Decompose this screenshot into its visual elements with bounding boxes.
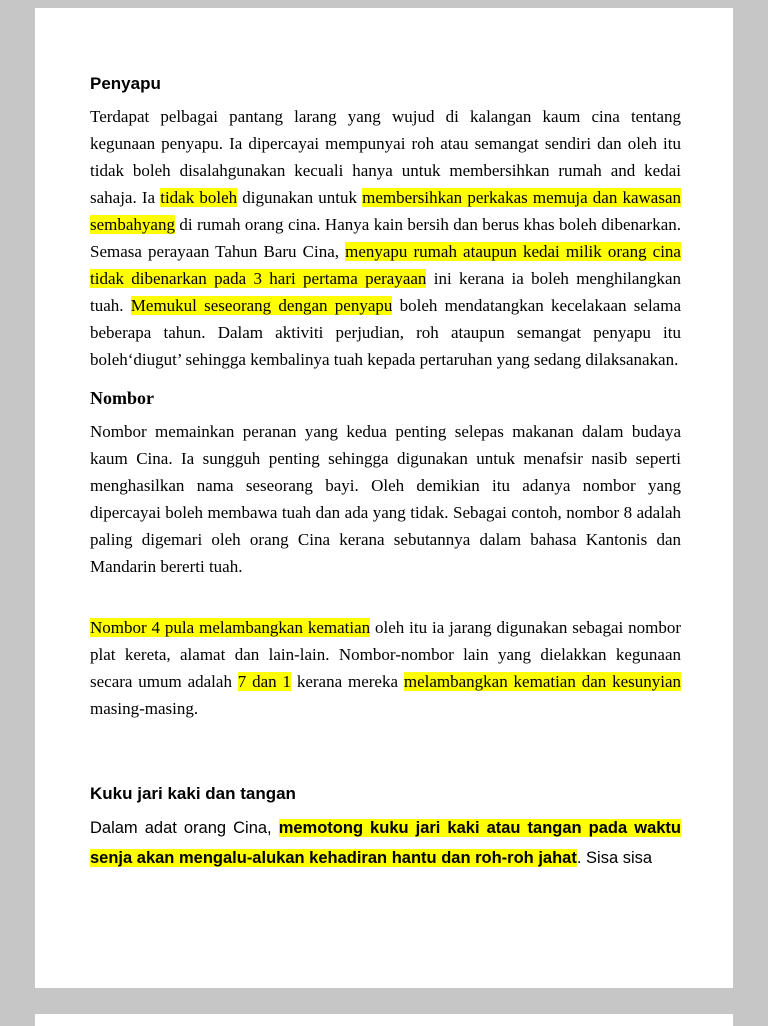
body-text: Terdapat pelbagai pantang larang yang wujud di kalangan kaum cina tentang kegunaan penyapu. Ia dipercayai mempunyai roh atau semangat sendiri dan oleh itu tidak boleh disalahgunakan kecuali hanya untuk membersihkan rumah and kedai sahaja. Ia (90, 107, 681, 207)
body-text: . Sisa sisa (576, 849, 653, 867)
highlighted-text: 7 dan 1 (237, 672, 292, 691)
body-text: ini kerana ia boleh menghilangkan tuah. (90, 269, 681, 315)
body-text: oleh itu ia jarang digunakan sebagai nombor plat kereta, alamat dan lain-lain. Nombor-nombor lain yang dielakkan kegunaan secara umum adalah (90, 618, 681, 691)
highlighted-text: membersihkan perkakas memuja dan kawasan sembahyang (90, 188, 681, 234)
paragraph-nombor-1 (90, 418, 681, 580)
highlighted-text: memotong kuku jari kaki atau tangan pada waktu senja akan mengalu-alukan kehadiran hantu dan roh-roh jahat (90, 819, 681, 867)
section-penyapu (90, 70, 681, 373)
body-text: kerana mereka (291, 672, 404, 691)
section-heading-penyapu: Penyapu (90, 74, 161, 93)
next-page-preview (35, 1014, 733, 1026)
paragraph-nombor-2 (90, 614, 681, 722)
page-content (35, 8, 733, 873)
section-nombor (90, 385, 681, 722)
body-text: masing-masing. (90, 699, 199, 718)
highlighted-text: menyapu rumah ataupun kedai milik orang cina tidak dibenarkan pada 3 hari pertama perayaan (90, 242, 681, 288)
body-text: Dalam adat orang Cina, (90, 819, 279, 837)
body-text: boleh mendatangkan kecelakaan selama beberapa tahun. Dalam aktiviti perjudian, roh ataupun semangat penyapu itu boleh‘diugut’ sehingga kembalinya tuah kepada pertaruhan yang sedang dilaksanakan. (90, 296, 681, 369)
body-text: Nombor memainkan peranan yang kedua penting selepas makanan dalam budaya kaum Cina. Ia sungguh penting sehingga digunakan untuk menafsir nasib seperti menghasilkan nama seseorang bayi. Oleh demikian itu adanya nombor yang dipercayai boleh membawa tuah dan ada yang tidak. Sebagai contoh, nombor 8 adalah paling digemari oleh orang Cina kerana sebutannya dalam bahasa Kantonis dan Mandarin bererti tuah. (90, 422, 681, 576)
section-heading-kuku: Kuku jari kaki dan tangan (90, 784, 296, 803)
highlighted-text: melambangkan kematian dan kesunyian (403, 672, 682, 691)
highlighted-text: tidak boleh (160, 188, 238, 207)
paragraph-penyapu (90, 103, 681, 373)
section-heading-nombor: Nombor (90, 388, 154, 408)
highlighted-text: Nombor 4 pula melambangkan kematian (90, 618, 371, 637)
body-text: digunakan untuk (237, 188, 363, 207)
highlighted-text: Memukul seseorang dengan penyapu (130, 296, 393, 315)
paragraph-kuku (90, 813, 681, 873)
section-kuku (90, 780, 681, 873)
document-page (35, 8, 733, 988)
body-text: di rumah orang cina. Hanya kain bersih dan berus khas boleh dibenarkan. Semasa perayaan Tahun Baru Cina, (90, 215, 681, 261)
